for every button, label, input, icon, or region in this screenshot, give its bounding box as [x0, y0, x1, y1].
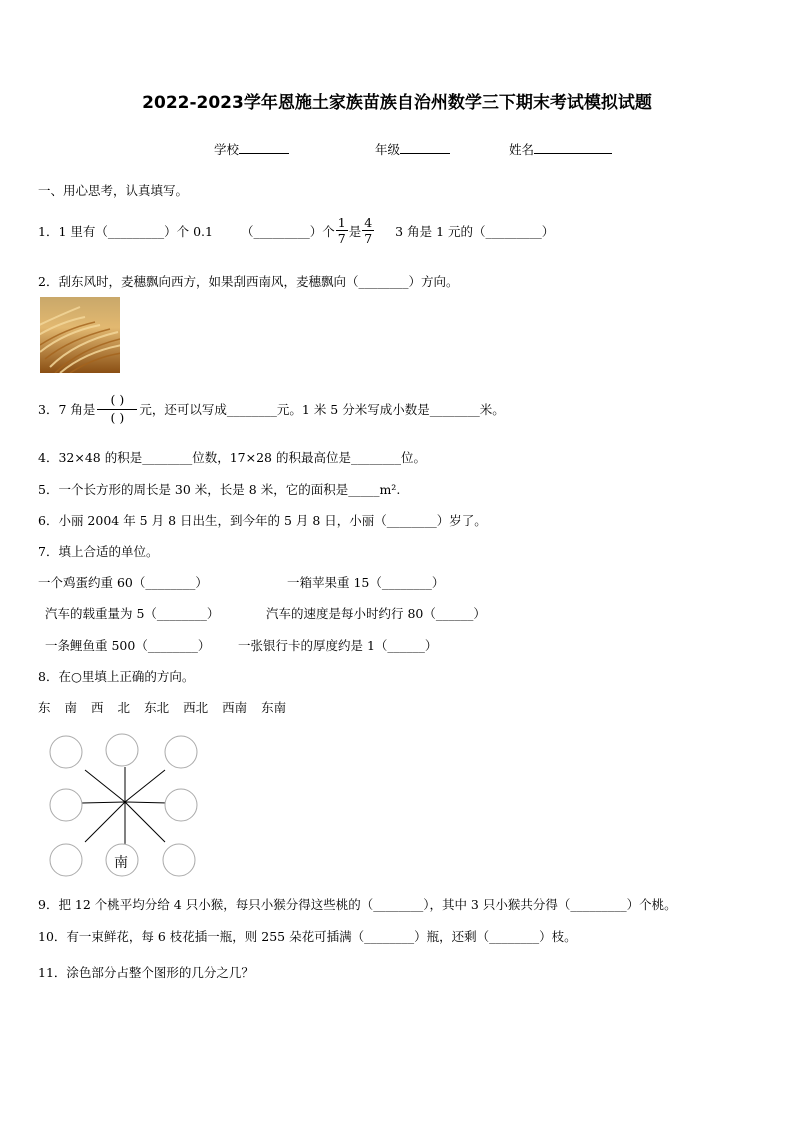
page-title: 2022-2023学年恩施土家族苗族自治州数学三下期末考试模拟试题 [142, 93, 652, 113]
direction-word: 西北 [183, 700, 209, 715]
question-1 [38, 216, 554, 246]
question-10: 10．有一束鲜花，每 6 枝花插一瓶，则 255 朵花可插满（________）瓶，还剩（________）枝。 [38, 929, 577, 944]
q3-post: 元，还可以写成________元。1 米 5 分米写成小数是________米。 [139, 402, 505, 417]
q1-part-c: 3 角是 1 元的（_________） [395, 224, 555, 239]
name-field [509, 140, 612, 158]
question-2: 2．刮东风时，麦穗飘向西方，如果刮西南风，麦穗飘向（________）方向。 [38, 274, 459, 289]
school-label: 学校 [214, 142, 240, 157]
direction-circle-southeast [163, 844, 195, 876]
wheat-photo [40, 297, 120, 373]
question-3 [38, 388, 505, 430]
question-6: 6．小丽 2004 年 5 月 8 日出生，到今年的 5 月 8 日，小丽（________）岁了。 [38, 513, 487, 528]
q7-row3-b: 一张银行卡的厚度约是 1（______） [238, 638, 438, 653]
direction-circle-northeast [165, 736, 197, 768]
direction-word: 西南 [222, 700, 248, 715]
question-11: 11．涂色部分占整个图形的几分之几？ [38, 965, 254, 980]
q7-row2-a: 汽车的载重量为 5（________） [45, 606, 220, 621]
direction-word: 西 [91, 700, 104, 715]
q3-pre: 3．7 角是 [38, 402, 96, 417]
direction-word: 东 [38, 700, 51, 715]
name-label: 姓名 [509, 142, 535, 157]
direction-circle-southwest [50, 844, 82, 876]
direction-word-list [38, 698, 286, 716]
grade-label: 年级 [375, 142, 401, 157]
question-7: 7．填上合适的单位。 [38, 544, 159, 559]
school-blank[interactable] [239, 141, 289, 154]
direction-word: 南 [64, 700, 78, 715]
direction-circle-north [106, 734, 138, 766]
q1-part-a: 1．1 里有（_________）个 0.1 [38, 224, 213, 239]
direction-circle-west [50, 789, 82, 821]
q1-part-b-mid: 是 [348, 224, 362, 239]
direction-word: 北 [117, 700, 131, 715]
question-4: 4．32×48 的积是________位数，17×28 的积最高位是________位。 [38, 450, 426, 465]
fraction-four-sevenths: $\frac{4}{7}$ [364, 214, 373, 246]
direction-word: 东南 [261, 700, 287, 715]
q7-row1-a: 一个鸡蛋约重 60（________） [38, 575, 208, 590]
south-label: 南 [114, 855, 128, 871]
direction-circle-northwest [50, 736, 82, 768]
q7-row3-a: 一条鲤鱼重 500（________） [45, 638, 211, 653]
compass-diagram [40, 730, 210, 880]
q7-row1-b: 一箱苹果重 15（________） [287, 575, 445, 590]
direction-word: 东北 [144, 700, 170, 715]
question-8: 8．在○里填上正确的方向。 [38, 669, 195, 684]
grade-field [375, 140, 450, 158]
question-5: 5．一个长方形的周长是 30 米，长是 8 米，它的面积是_____m². [38, 482, 401, 497]
q7-row2-b: 汽车的速度是每小时约行 80（______） [266, 606, 486, 621]
fraction-one-seventh: $\frac{1}{7}$ [337, 214, 346, 246]
q1-part-b-pre: （_________）个 [240, 224, 335, 239]
direction-circle-east [165, 789, 197, 821]
section-heading: 一、用心思考，认真填写。 [38, 183, 189, 198]
wheat-icon [40, 297, 120, 373]
school-field [214, 140, 289, 158]
question-9: 9．把 12 个桃平均分给 4 只小猴，每只小猴分得这些桃的（________），其中 3 只小猴共分得（_________）个桃。 [38, 897, 677, 912]
grade-blank[interactable] [400, 141, 450, 154]
name-blank[interactable] [534, 141, 612, 154]
q3-fraction-blank[interactable]: $\frac{( )}{( )}$ [97, 394, 137, 424]
